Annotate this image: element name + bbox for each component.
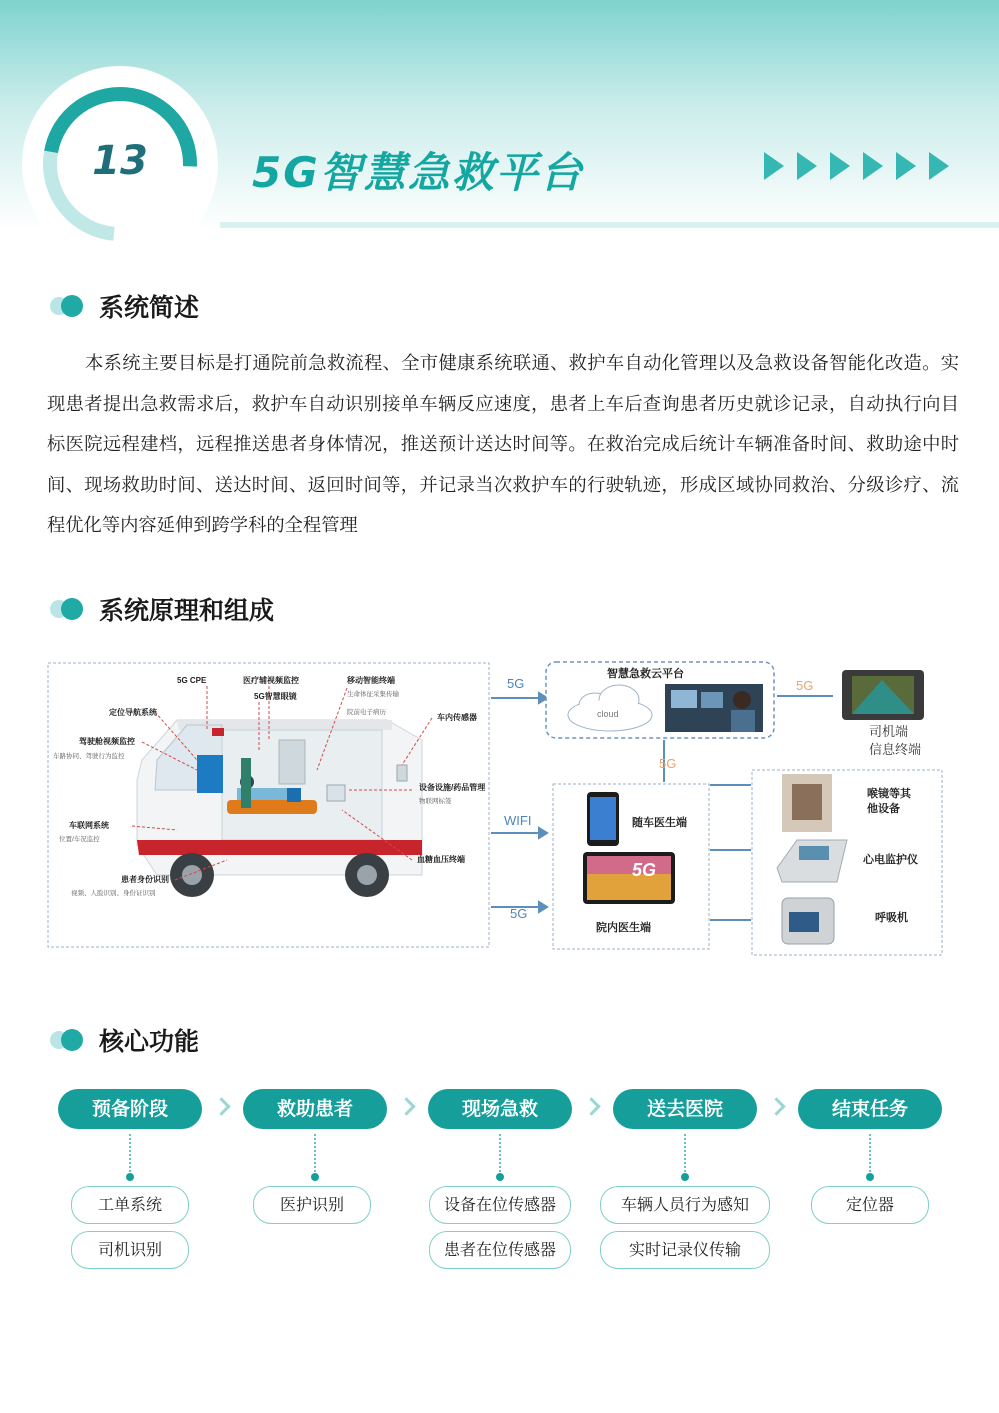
device-label-laryngoscope-1: 喉镜等其	[867, 788, 911, 800]
laryngoscope-photo	[782, 774, 832, 832]
bullet-dots-icon	[50, 1029, 82, 1051]
cloud-word: cloud	[597, 709, 619, 719]
chevron-right-icon	[582, 1097, 600, 1115]
device-label-ecg: 心电监护仪	[863, 854, 918, 866]
link-label-5g-bottom: 5G	[510, 906, 528, 921]
label-vehicle-sensor: 车内传感器	[437, 713, 477, 722]
connector-dot	[866, 1173, 874, 1181]
feature-locator: 定位器	[811, 1186, 929, 1224]
play-arrow-icon	[764, 152, 784, 180]
device-label-ventilator: 呼吸机	[875, 912, 908, 924]
connector-line	[684, 1134, 686, 1176]
bullet-dots-icon	[50, 598, 82, 620]
section-title: 核心功能	[99, 1027, 200, 1056]
connector-dot	[681, 1173, 689, 1181]
hospital-doctor-label: 院内医生端	[596, 922, 651, 934]
label-patient-id: 患者身份识别	[121, 875, 169, 884]
connector-dot	[311, 1173, 319, 1181]
page-title: 5G智慧急救平台	[252, 148, 584, 197]
driver-terminal-label-1: 司机端	[869, 724, 909, 739]
label-mobile-terminal: 移动智能终端	[347, 676, 395, 685]
driver-terminal-device	[842, 670, 924, 720]
section-heading-core	[50, 1022, 199, 1058]
label-iov-sub: 位置/车况监控	[59, 836, 100, 843]
driver-terminal-label-2: 信息终端	[869, 742, 922, 757]
label-driving-monitor: 驾驶舱视频监控	[79, 737, 135, 746]
label-driving-sub: 车路协同、驾驶行为监控	[53, 753, 125, 760]
label-vital-signs: 生命体征采集传输	[347, 691, 399, 698]
section-heading-principle	[50, 591, 274, 627]
link-label-5g-down: 5G	[659, 756, 677, 771]
feature-recorder-transfer: 实时记录仪传输	[600, 1231, 770, 1269]
label-navigation: 定位导航系统	[109, 708, 157, 717]
chapter-badge	[22, 66, 218, 262]
ambulance-illustration	[137, 720, 422, 897]
link-label-5g-top: 5G	[507, 676, 525, 691]
label-emr: 院前电子病历	[347, 709, 386, 716]
feature-work-order: 工单系统	[71, 1186, 189, 1224]
label-5g-cpe: 5G CPE	[177, 676, 207, 685]
onboard-doctor-label: 随车医生端	[632, 817, 687, 829]
stage-pill-finish: 结束任务	[798, 1089, 942, 1129]
chapter-number: 13	[92, 138, 148, 184]
link-label-wifi: WIFI	[504, 813, 532, 828]
play-arrow-icon	[929, 152, 949, 180]
decorative-arrows	[764, 152, 962, 184]
section-title: 系统原理和组成	[99, 596, 275, 625]
tablet-device-icon	[583, 852, 675, 904]
connector-dot	[496, 1173, 504, 1181]
stage-pill-rescue: 救助患者	[243, 1089, 387, 1129]
play-arrow-icon	[863, 152, 883, 180]
label-device-management: 设备设施/药品管理	[419, 783, 486, 792]
play-arrow-icon	[830, 152, 850, 180]
link-label-5g-driver: 5G	[796, 678, 814, 693]
phone-device-icon	[587, 792, 619, 846]
label-smart-glasses: 5G智慧眼镜	[254, 692, 297, 701]
header-divider	[220, 222, 999, 228]
feature-behavior-sensing: 车辆人员行为感知	[600, 1186, 770, 1224]
system-diagram	[47, 660, 947, 960]
play-arrow-icon	[896, 152, 916, 180]
feature-driver-id: 司机识别	[71, 1231, 189, 1269]
stage-pill-onsite: 现场急救	[428, 1089, 572, 1129]
device-label-laryngoscope-2: 他设备	[867, 803, 900, 815]
play-arrow-icon	[797, 152, 817, 180]
chevron-right-icon	[397, 1097, 415, 1115]
feature-device-sensor: 设备在位传感器	[429, 1186, 571, 1224]
overview-paragraph: 本系统主要目标是打通院前急救流程、全市健康系统联通、救护车自动化管理以及急救设备智能化改造。实现患者提出急救需求后，救护车自动识别接单车辆反应速度，患者上车后查询患者历史就诊记录，自动执行向目标医院远程建档，远程推送患者身体情况，推送预计送达时间等。在救治完成后统计车辆准备时间、救助途中时间、现场救助时间、送达时间、返回时间等，并记录当次救护车的行驶轨迹，形成区域协同救治、分级诊疗、流程优化等内容延伸到跨学科的全程管理	[47, 353, 959, 536]
ventilator-photo	[782, 898, 834, 944]
section-title: 系统简述	[99, 293, 200, 322]
connector-line	[314, 1134, 316, 1176]
tablet-5g-text: 5G	[632, 860, 657, 880]
connector-line	[869, 1134, 871, 1176]
bullet-dots-icon	[50, 295, 82, 317]
feature-patient-sensor: 患者在位传感器	[429, 1231, 571, 1269]
connector-line	[129, 1134, 131, 1176]
chevron-right-icon	[212, 1097, 230, 1115]
label-patient-id-sub: 视频、人脸识别、身份证识别	[71, 890, 156, 897]
connector-line	[499, 1134, 501, 1176]
stage-pill-hospital: 送去医院	[613, 1089, 757, 1129]
label-iov-system: 车联网系统	[69, 821, 109, 830]
chevron-right-icon	[767, 1097, 785, 1115]
label-blood-terminal: 血糖血压终端	[417, 855, 465, 864]
label-video-monitor: 医疗辅视频监控	[243, 676, 299, 685]
control-room-photo	[665, 684, 763, 732]
feature-medic-id: 医护识别	[253, 1186, 371, 1224]
stage-pill-prepare: 预备阶段	[58, 1089, 202, 1129]
cloud-platform-title: 智慧急救云平台	[607, 668, 684, 680]
label-iot-tag: 物联网标签	[419, 798, 452, 805]
connector-dot	[126, 1173, 134, 1181]
section-heading-overview	[50, 288, 199, 324]
